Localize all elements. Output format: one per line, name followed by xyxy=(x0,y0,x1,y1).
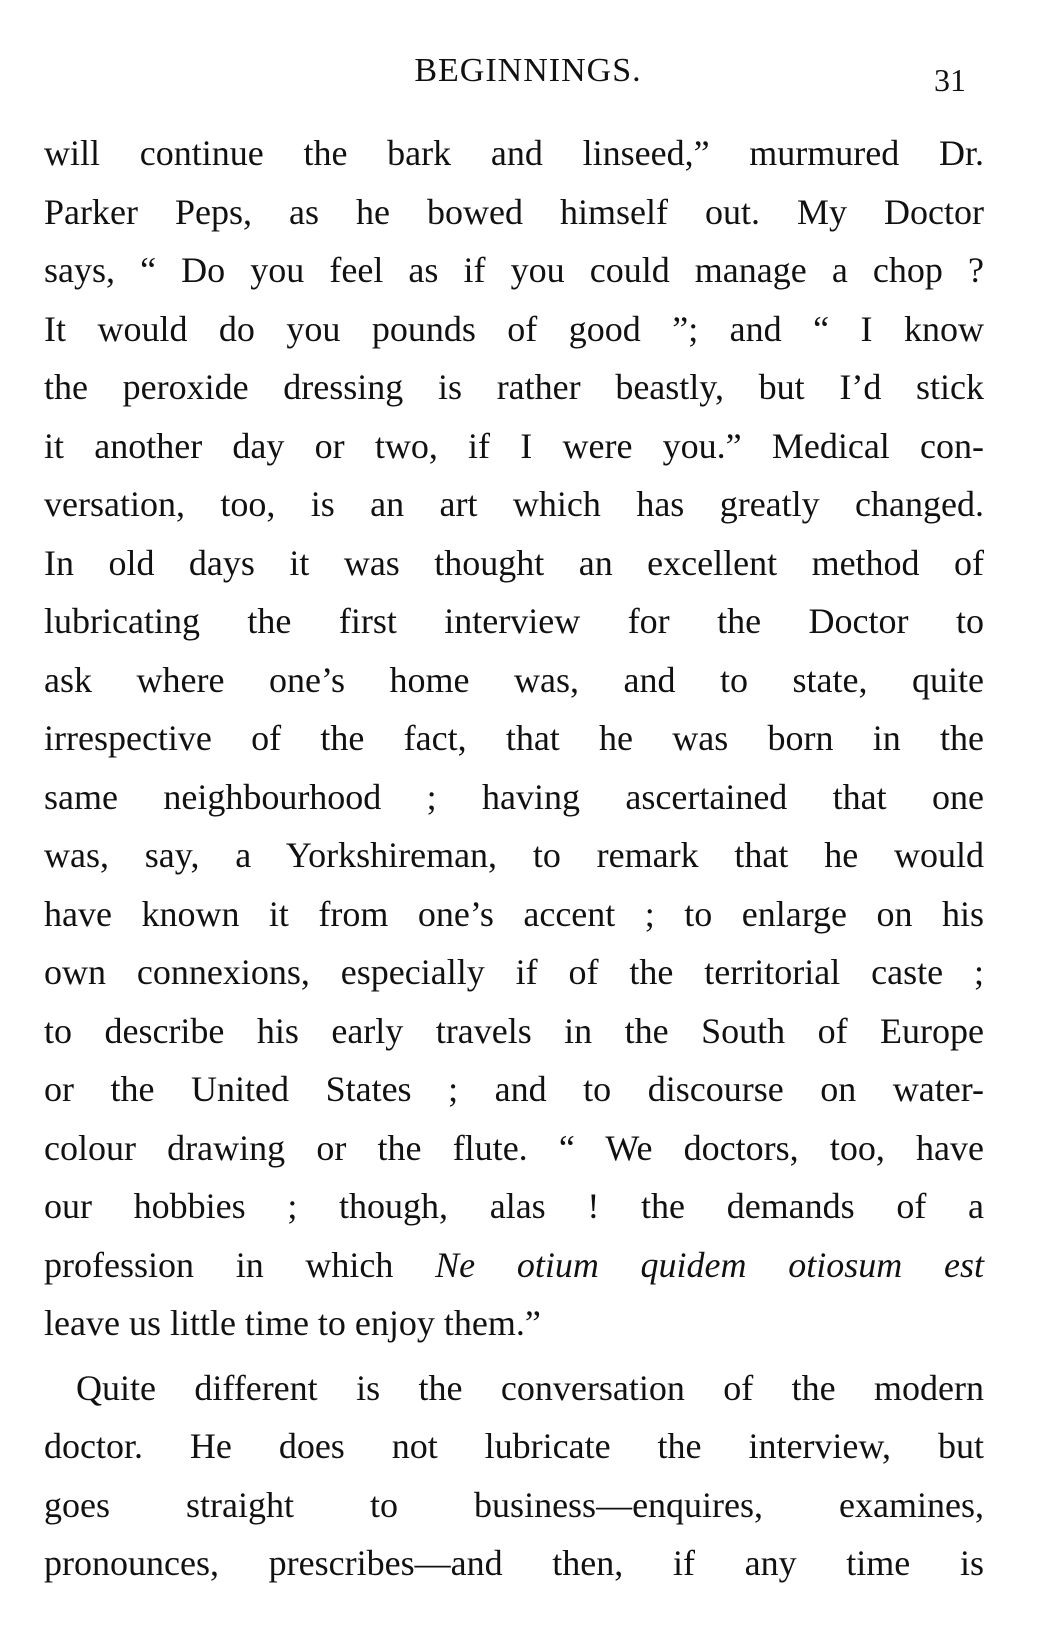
text-line: was, say, a Yorkshireman, to remark that he would xyxy=(44,835,984,875)
text-line: colour drawing or the flute. “ We doctors, too, have xyxy=(44,1127,984,1168)
text-line: Quite different is the conversation of the modern xyxy=(76,1367,984,1408)
running-title: BEGINNINGS. xyxy=(414,52,642,89)
text-line: In old days it was thought an excellent method of xyxy=(44,542,984,583)
text-line: says, “ Do you feel as if you could manage a chop ? xyxy=(44,250,984,290)
text-line: It would do you pounds of good ”; and “ I know xyxy=(44,308,984,349)
text-line: the peroxide dressing is rather beastly, but I’d stick xyxy=(44,367,984,407)
text-line: irrespective of the fact, that he was born in the xyxy=(44,718,984,758)
text-line: goes straight to business—enquires, examines, xyxy=(44,1484,984,1525)
text-line: Parker Peps, as he bowed himself out. My Doctor xyxy=(44,191,984,232)
italic-line-prefix: profession in which xyxy=(44,1244,436,1285)
page-number: 31 xyxy=(934,62,966,98)
text-line-italic xyxy=(44,1236,984,1295)
text-line: our hobbies ; though, alas ! the demands of a xyxy=(44,1186,984,1226)
text-line: to describe his early travels in the South of Europe xyxy=(44,1010,984,1051)
running-head xyxy=(0,52,1056,100)
text-line: versation, too, is an art which has greatly changed. xyxy=(44,484,984,524)
text-line: doctor. He does not lubricate the interview, but xyxy=(44,1426,984,1466)
text-line: pronounces, prescribes—and then, if any time is xyxy=(44,1543,984,1583)
text-line: lubricating the first interview for the Doctor to xyxy=(44,601,984,641)
text-line: will continue the bark and linseed,” murmured Dr. xyxy=(44,133,984,173)
text-line: own connexions, especially if of the territorial caste ; xyxy=(44,952,984,992)
text-line: have known it from one’s accent ; to enlarge on his xyxy=(44,893,984,934)
body-text xyxy=(44,124,984,1593)
text-line: leave us little time to enjoy them.” xyxy=(44,1303,541,1343)
latin-phrase: Ne otium quidem otiosum est xyxy=(435,1244,984,1285)
text-line: it another day or two, if I were you.” Medical con- xyxy=(44,425,984,466)
text-line: or the United States ; and to discourse on water- xyxy=(44,1069,984,1109)
text-line: same neighbourhood ; having ascertained that one xyxy=(44,776,984,817)
text-line: ask where one’s home was, and to state, quite xyxy=(44,659,984,700)
